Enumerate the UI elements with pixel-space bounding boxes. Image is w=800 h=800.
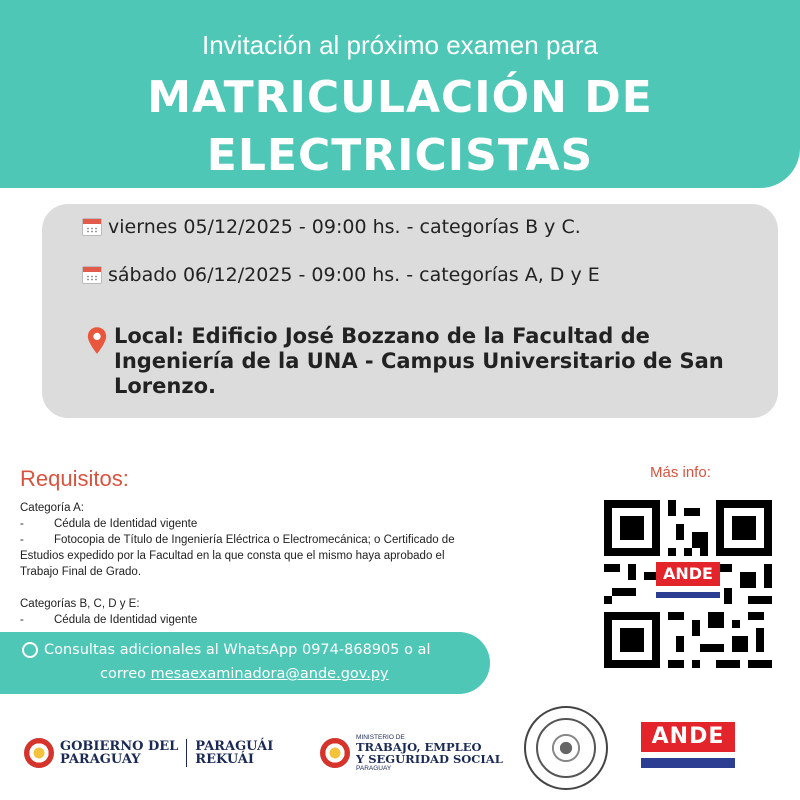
dash: - xyxy=(20,518,24,530)
gobierno-line: REKUÁI xyxy=(195,752,254,767)
location-line: Lorenzo. xyxy=(114,374,216,398)
calendar-icon xyxy=(82,218,102,236)
requirements-title: Requisitos: xyxy=(20,466,129,491)
mtess-text xyxy=(356,734,503,772)
gobierno-line: PARAGUÁI xyxy=(195,739,274,754)
ande-stripe xyxy=(641,758,735,768)
list-item-text: Cédula de Identidad vigente xyxy=(54,518,198,530)
list-item xyxy=(20,516,455,532)
header-title-line1: MATRICULACIÓN DE xyxy=(147,72,653,123)
list-item-text: Estudios expedido por la Facultad en la que consta que el mismo haya aprobado el xyxy=(20,550,445,562)
dash: - xyxy=(20,614,24,626)
qr-ande-text: ANDE xyxy=(656,562,720,586)
category-label: Categoría A: xyxy=(20,502,84,514)
more-info-label: Más info: xyxy=(650,464,711,481)
schedule-item-friday xyxy=(82,216,581,238)
qr-ande-logo xyxy=(656,562,720,606)
whatsapp-line1 xyxy=(22,642,430,658)
qr-ande-stripe xyxy=(656,592,720,598)
header-subtitle: Invitación al próximo examen para xyxy=(202,30,598,60)
requirements-cat-b xyxy=(20,596,197,628)
location-text xyxy=(114,324,724,399)
divider xyxy=(186,739,187,767)
list-item-text: Cédula de Identidad vigente xyxy=(54,614,198,626)
whatsapp-line2 xyxy=(100,666,389,682)
gobierno-guarani-text xyxy=(195,740,273,766)
list-item xyxy=(20,532,455,548)
header-title-line2: ELECTRICISTAS xyxy=(206,130,594,181)
calendar-icon xyxy=(82,266,102,284)
email-link[interactable]: mesaexaminadora@ande.gov.py xyxy=(150,666,389,682)
mtess-small: PARAGUAY xyxy=(356,765,392,772)
mtess-logo xyxy=(320,734,503,772)
list-item-text: Trabajo Final de Grado. xyxy=(20,566,142,578)
gobierno-text xyxy=(60,740,178,766)
national-seal-icon xyxy=(24,738,54,768)
gobierno-line: GOBIERNO DEL xyxy=(60,739,179,754)
national-seal-icon xyxy=(320,738,350,768)
whatsapp-icon xyxy=(22,642,38,658)
whatsapp-banner xyxy=(0,632,490,694)
schedule-item-saturday xyxy=(82,264,600,286)
university-seal-inner xyxy=(536,718,596,778)
university-seal-icon xyxy=(524,706,608,790)
list-item xyxy=(20,612,197,628)
email-prefix: correo xyxy=(100,666,151,682)
location-line: Ingeniería de la UNA - Campus Universitario de San xyxy=(114,349,724,373)
ande-logo xyxy=(641,722,735,774)
list-item-text: Fotocopia de Título de Ingeniería Eléctrica o Electromecánica; o Certificado de xyxy=(54,534,455,546)
location-pin-icon xyxy=(86,326,108,356)
mtess-small: MINISTERIO DE xyxy=(356,734,405,741)
requirements-cat-a xyxy=(20,500,455,580)
mtess-line: Y SEGURIDAD SOCIAL xyxy=(356,752,503,766)
gobierno-logo xyxy=(24,738,273,768)
mtess-line: TRABAJO, EMPLEO xyxy=(356,740,482,754)
ande-text: ANDE xyxy=(641,722,735,752)
schedule-text: viernes 05/12/2025 - 09:00 hs. - categorías B y C. xyxy=(108,216,581,238)
dash: - xyxy=(20,534,24,546)
header-banner xyxy=(0,0,800,188)
category-label: Categorías B, C, D y E: xyxy=(20,598,140,610)
gobierno-line: PARAGUAY xyxy=(60,752,141,767)
schedule-text: sábado 06/12/2025 - 09:00 hs. - categorías A, D y E xyxy=(108,264,600,286)
whatsapp-text: Consultas adicionales al WhatsApp 0974-868905 o al xyxy=(44,642,431,658)
location xyxy=(86,324,726,399)
schedule-panel xyxy=(42,204,778,418)
location-line: Local: Edificio José Bozzano de la Facultad de xyxy=(114,324,650,348)
